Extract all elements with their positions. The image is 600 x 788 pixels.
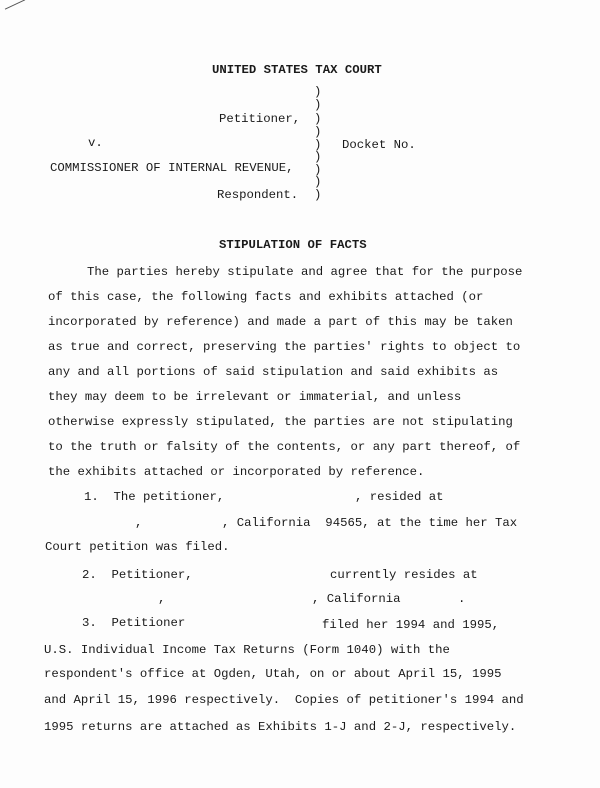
document-title: STIPULATION OF FACTS: [219, 238, 367, 252]
para2-resides: currently resides at: [330, 568, 478, 582]
para1-city: , California 94565, at the time her Tax: [222, 516, 518, 530]
intro-line: incorporated by reference) and made a part of this may be taken: [48, 315, 513, 329]
versus: v.: [88, 136, 103, 150]
intro-line: The parties hereby stipulate and agree that for the purpose: [87, 265, 523, 279]
respondent-name: COMMISSIONER OF INTERNAL REVENUE,: [50, 161, 294, 175]
intro-line: otherwise expressly stipulated, the parties are not stipulating: [48, 415, 513, 429]
para1-end: Court petition was filed.: [45, 540, 230, 554]
intro-line: as true and correct, preserving the parties' rights to object to: [48, 340, 521, 354]
respondent-label: Respondent.: [217, 188, 299, 202]
para2-period: .: [458, 592, 466, 606]
para1-comma: ,: [135, 516, 143, 530]
caption-paren: ): [314, 188, 322, 202]
scan-mark: [5, 0, 25, 10]
para3-start: 3. Petitioner: [82, 616, 186, 630]
para3-line: and April 15, 1996 respectively. Copies of petitioner's 1994 and: [44, 693, 524, 707]
caption-paren: ): [314, 150, 322, 164]
caption-paren: ): [314, 175, 322, 189]
para1-resided: , resided at: [355, 490, 444, 504]
caption-paren: ): [314, 85, 322, 99]
para2-state: , California: [312, 592, 401, 606]
intro-line: any and all portions of said stipulation and said exhibits as: [48, 365, 499, 379]
para3-line: U.S. Individual Income Tax Returns (Form 1040) with the: [44, 643, 450, 657]
petitioner-label: Petitioner,: [219, 112, 301, 126]
court-name: UNITED STATES TAX COURT: [212, 63, 382, 77]
caption-paren: ): [314, 163, 322, 177]
para3-line: respondent's office at Ogden, Utah, on or about April 15, 1995: [44, 667, 502, 681]
para2-start: 2. Petitioner,: [82, 568, 193, 582]
para1-start: 1. The petitioner,: [84, 490, 225, 504]
caption-paren: ): [314, 125, 322, 139]
intro-line: to the truth or falsity of the contents, or any part thereof, of: [48, 440, 521, 454]
intro-line: of this case, the following facts and exhibits attached (or: [48, 290, 484, 304]
intro-line: the exhibits attached or incorporated by reference.: [48, 465, 425, 479]
docket-number: Docket No.: [342, 138, 416, 152]
caption-paren: ): [314, 98, 322, 112]
para3-line: 1995 returns are attached as Exhibits 1-J and 2-J, respectively.: [44, 720, 517, 734]
para2-comma: ,: [158, 592, 166, 606]
caption-paren: ): [314, 112, 322, 126]
caption-paren: ): [314, 138, 322, 152]
intro-line: they may deem to be irrelevant or immaterial, and unless: [48, 390, 462, 404]
para3-filed: filed her 1994 and 1995,: [322, 618, 500, 632]
